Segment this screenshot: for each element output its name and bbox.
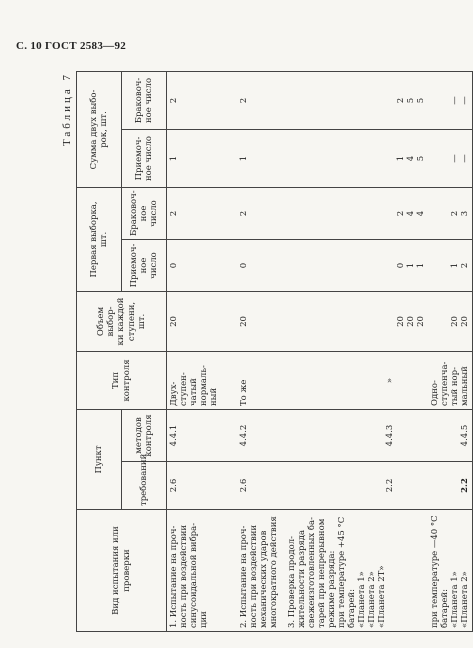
cell-acc1: 0 [237, 239, 285, 291]
cell-type: Двух- ступен- чатый нормаль- ный [167, 351, 238, 409]
cell-rej1: 2 3 [428, 187, 473, 239]
table-row [285, 71, 428, 631]
table-7 [76, 71, 473, 632]
cell-rej1: 2 4 4 [285, 187, 428, 239]
header-reject-1: Браковоч- ное число [122, 187, 167, 239]
cell-method: 4.4.2 [237, 409, 285, 461]
cell-req: 2.2 [428, 462, 473, 510]
table-caption: Таблица 7 [61, 72, 73, 147]
cell-size: 20 [167, 291, 238, 351]
cell-acc1: 0 1 1 [285, 239, 428, 291]
table-row [428, 71, 473, 631]
cell-type: То же [237, 351, 285, 409]
cell-acc2: — — [428, 129, 473, 187]
cell-rej2: 2 [167, 71, 238, 129]
header-methods: методов контроля [122, 409, 167, 461]
cell-size: 20 20 20 [285, 291, 428, 351]
cell-size: 20 [237, 291, 285, 351]
cell-acc2: 1 [167, 129, 238, 187]
cell-rej1: 2 [167, 187, 238, 239]
header-test-type: Вид испытания или проверки [77, 510, 167, 632]
cell-test: 1. Испытание на проч- ность при воздействии синусоидальной вибра- ции [167, 510, 238, 632]
cell-type: Одно- ступенча- тый нор- мальный [428, 351, 473, 409]
table-row [167, 71, 238, 631]
header-clause: Пункт [77, 409, 122, 509]
cell-test: 3. Проверка продол- жительности разряда свежеизготовленных ба- тарей при непрерывном режиме разряда: при температуре +45 °С батарей: «Планета 1» «Планета 2» «Планета 2Т» [285, 510, 428, 632]
cell-rej1: 2 [237, 187, 285, 239]
header-requirements: требований [122, 462, 167, 510]
cell-rej2: 2 [237, 71, 285, 129]
header-sum-two-samples: Сумма двух выбо- рок, шт. [77, 71, 122, 187]
cell-acc2: 1 4 5 [285, 129, 428, 187]
rotated-table-wrapper [61, 72, 471, 632]
header-accept-1: Приемоч- ное число [122, 239, 167, 291]
cell-rej2: 2 5 5 [285, 71, 428, 129]
cell-size: 20 20 [428, 291, 473, 351]
cell-test: при температуре —40 °С батарей: «Планета 1» «Планета 2» [428, 510, 473, 632]
cell-method: 4.4.5 [428, 409, 473, 461]
cell-rej2: — — [428, 71, 473, 129]
cell-method: 4.4.1 [167, 409, 238, 461]
table-row [237, 71, 285, 631]
header-reject-2: Браковоч- ное число [122, 71, 167, 129]
header-accept-2: Приемоч- ное число [122, 129, 167, 187]
cell-test: 2. Испытание на проч- ность при воздействии механических ударов многократного действия [237, 510, 285, 632]
cell-acc1: 0 [167, 239, 238, 291]
cell-req: 2.2 [285, 462, 428, 510]
cell-req: 2.6 [237, 462, 285, 510]
cell-acc2: 1 [237, 129, 285, 187]
header-first-sample: Первая выборка, шт. [77, 187, 122, 291]
header-sample-size: Объем выбор- ки каждой ступени, шт. [77, 291, 167, 351]
cell-type: » [285, 351, 428, 409]
cell-method: 4.4.3 [285, 409, 428, 461]
cell-req: 2.6 [167, 462, 238, 510]
cell-acc1: 1 2 [428, 239, 473, 291]
header-control-type: Тип контроля [77, 351, 167, 409]
page-header: С. 10 ГОСТ 2583—92 [16, 40, 127, 52]
